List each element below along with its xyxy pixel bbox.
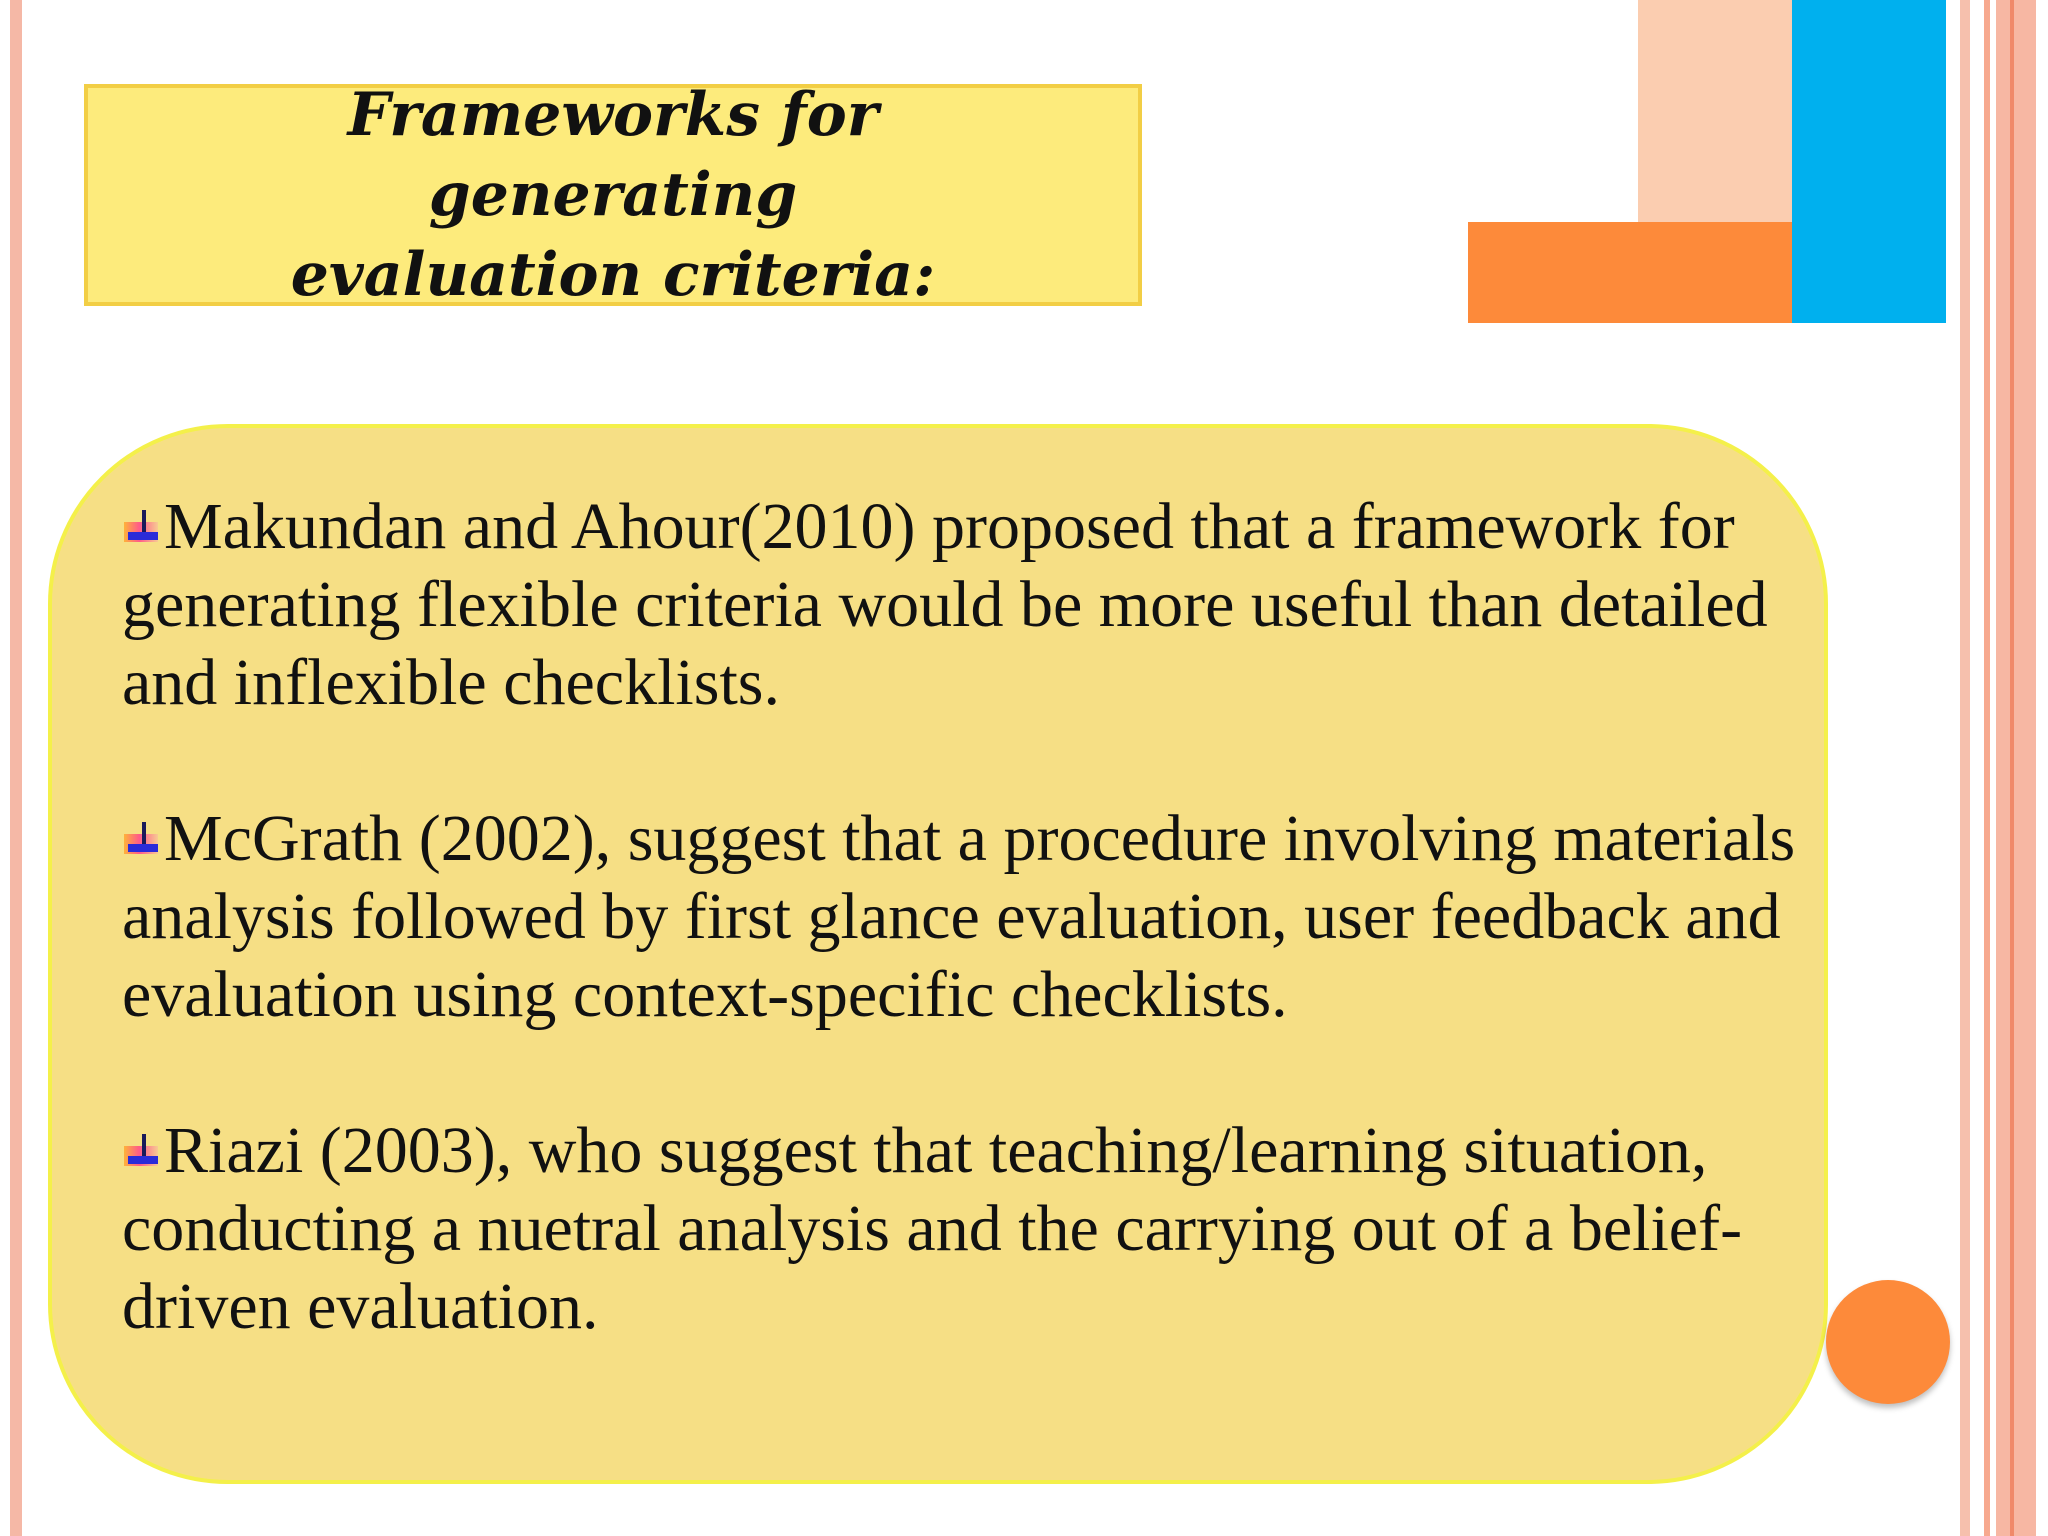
decorative-orange-block: [1468, 222, 1792, 323]
slide-title-line-2: evaluation criteria:: [290, 240, 936, 310]
decorative-blue-block: [1792, 0, 1946, 323]
bullet-list: [122, 488, 1802, 1424]
slide-title: [163, 75, 1063, 315]
left-border-stripe: [10, 0, 22, 1536]
down-arrow-bullet-icon: [122, 510, 164, 550]
decorative-orange-circle: [1826, 1280, 1950, 1404]
bullet-text: Riazi (2003), who suggest that teaching/learning situation, conducting a nuetral analysis and the carrying out of a belief-driven evaluation.: [122, 1114, 1743, 1343]
bullet-text: Makundan and Ahour(2010) proposed that a framework for generating flexible criteria would be more useful than detailed and inflexible checklists.: [122, 490, 1768, 719]
right-border-stripe: [1984, 0, 1990, 1536]
down-arrow-bullet-icon: [122, 1134, 164, 1174]
right-border-stripe: [1960, 0, 1970, 1536]
right-border-stripe: [1996, 0, 2036, 1536]
bullet-item: [122, 1112, 1802, 1346]
bullet-item: [122, 488, 1802, 722]
down-arrow-bullet-icon: [122, 822, 164, 862]
title-box: [84, 80, 1142, 310]
right-border-stripe: [2010, 0, 2014, 1536]
bullet-item: [122, 800, 1802, 1034]
slide-title-line-1: Frameworks for generating: [347, 80, 879, 230]
decorative-peach-block: [1638, 0, 1794, 222]
bullet-text: McGrath (2002), suggest that a procedure involving materials analysis followed by first glance evaluation, user feedback and evaluation using context-specific checklists.: [122, 802, 1796, 1031]
